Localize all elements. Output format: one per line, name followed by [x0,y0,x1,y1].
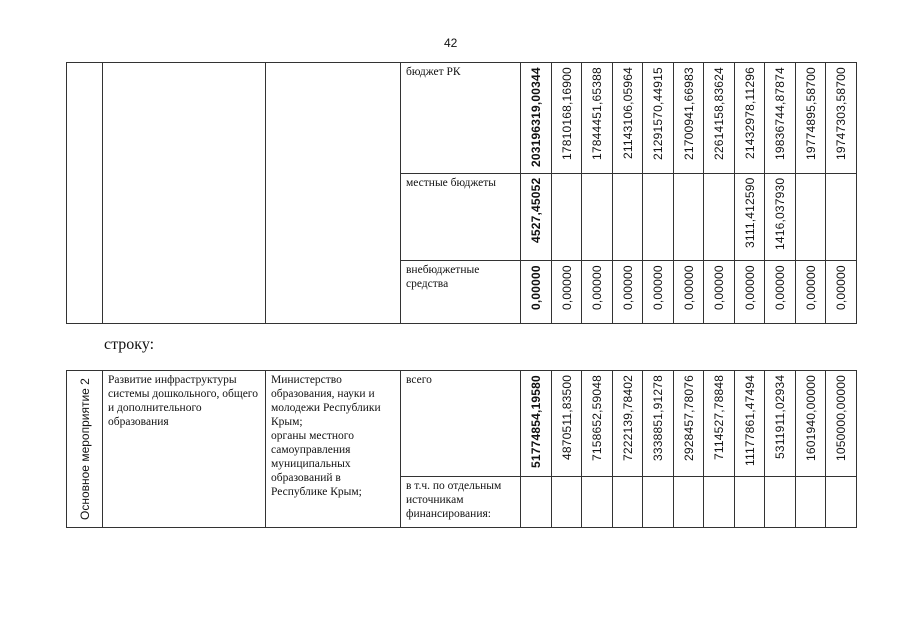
year-value: 7114527,78848 [712,375,726,461]
bottom-year-cell-8 [765,477,796,528]
year-value: 21432978,11296 [742,67,757,160]
year-value: 4870511,83500 [559,375,574,461]
bottom-year-cell-5 [674,477,704,528]
year-value: 0,00000 [712,265,726,310]
bottom-year-cell-2 [582,477,613,528]
year-value: 1601940,00000 [803,375,818,462]
bottom-year-cell-1 [552,477,582,528]
top-year-cell-2 [582,261,613,324]
top-year-cell-6 [704,261,735,324]
top-year-cell-1 [552,261,582,324]
year-value: 21700941,66983 [681,67,696,160]
year-value: 1050000,00000 [834,375,848,462]
year-value: 22614158,83624 [712,67,726,160]
year-value: 0,00000 [742,265,757,310]
year-value: 3111,412590 [742,178,757,249]
page-number: 42 [444,36,458,50]
top-year-cell-8 [765,261,796,324]
top-year-cell-5 [674,174,704,261]
activity-cell [67,371,103,528]
year-value: 0,00000 [559,265,574,310]
funding-source-label: всего [401,371,521,477]
top-year-cell-9 [796,261,826,324]
top-year-cell-2 [582,63,613,174]
bottom-year-cell-8 [765,371,796,477]
year-value: 0,00000 [681,265,696,310]
year-value: 0,00000 [651,265,665,310]
executor-cell [266,63,401,324]
year-value: 7222139,78402 [620,375,635,462]
bottom-year-cell-3 [613,477,643,528]
year-value: 11177861,47494 [742,375,757,467]
bottom-year-cell-2 [582,371,613,477]
activity-name: Развитие инфраструктуры системы дошкольного, общего и дополнительного образования [103,371,266,528]
top-year-cell-10 [826,261,857,324]
top-year-cell-10 [826,174,857,261]
total-value: 51774854,19580 [529,375,543,468]
total-value: 0,00000 [529,265,543,310]
bottom-year-cell-4 [643,477,674,528]
top-year-cell-9 [796,63,826,174]
lead-text: строку: [104,336,155,353]
year-value: 0,00000 [834,265,848,310]
top-year-cell-7 [735,261,765,324]
activity-2-table [66,370,857,528]
top-year-cell-1 [552,174,582,261]
year-value: 2928457,78076 [681,375,696,462]
top-total-cell [521,63,552,174]
budget-table-continued [66,62,857,324]
top-year-cell-8 [765,174,796,261]
year-value: 0,00000 [590,265,604,310]
table-row [67,63,857,174]
year-value: 19747303,58700 [834,67,848,160]
top-year-cell-5 [674,261,704,324]
activity-cell [67,63,103,324]
top-total-cell [521,261,552,324]
table-row [67,371,857,477]
year-value: 21291570,44915 [651,67,665,160]
top-year-cell-3 [613,174,643,261]
executors: Министерство образования, науки и молодежи Республики Крым; органы местного самоуправления муниципальных образований в Республике Крым; [266,371,401,528]
top-year-cell-3 [613,63,643,174]
bottom-year-cell-1 [552,371,582,477]
year-value: 0,00000 [773,265,787,310]
bottom-year-cell-10 [826,371,857,477]
top-total-cell [521,174,552,261]
top-year-cell-4 [643,261,674,324]
top-year-cell-3 [613,261,643,324]
funding-source-label: местные бюджеты [401,174,521,261]
bottom-year-cell-9 [796,371,826,477]
top-year-cell-6 [704,174,735,261]
year-value: 19836744,87874 [773,67,787,160]
bottom-year-cell-10 [826,477,857,528]
bottom-year-cell-9 [796,477,826,528]
year-value: 17844451,65388 [590,67,604,160]
year-value: 17810168,16900 [559,67,574,160]
year-value: 0,00000 [620,265,635,310]
bottom-year-cell-5 [674,371,704,477]
top-year-cell-1 [552,63,582,174]
year-value: 7158652,59048 [590,375,604,462]
bottom-year-cell-3 [613,371,643,477]
bottom-year-cell-7 [735,371,765,477]
funding-source-label: в т.ч. по отдельным источникам финансирования: [401,477,521,528]
bottom-year-cell-4 [643,371,674,477]
funding-source-label: бюджет РК [401,63,521,174]
top-year-cell-2 [582,174,613,261]
year-value: 0,00000 [803,265,818,310]
bottom-year-cell-6 [704,477,735,528]
bottom-year-cell-6 [704,371,735,477]
total-value: 203196319,00344 [529,67,543,167]
activity-label: Основное мероприятие 2 [77,378,92,520]
top-year-cell-4 [643,63,674,174]
top-year-cell-6 [704,63,735,174]
year-value: 1416,037930 [773,178,787,251]
year-value: 21143106,05964 [620,67,635,160]
top-year-cell-10 [826,63,857,174]
total-value: 4527,45052 [529,178,543,244]
bottom-total-cell [521,371,552,477]
year-value: 19774895,58700 [803,67,818,160]
bottom-total-cell [521,477,552,528]
bottom-year-cell-7 [735,477,765,528]
funding-source-label: внебюджетные средства [401,261,521,324]
top-year-cell-7 [735,63,765,174]
top-year-cell-8 [765,63,796,174]
top-year-cell-5 [674,63,704,174]
year-value: 5311911,02934 [773,375,787,460]
top-year-cell-4 [643,174,674,261]
name-cell [103,63,266,324]
year-value: 3338851,91278 [651,375,665,462]
top-year-cell-7 [735,174,765,261]
top-year-cell-9 [796,174,826,261]
